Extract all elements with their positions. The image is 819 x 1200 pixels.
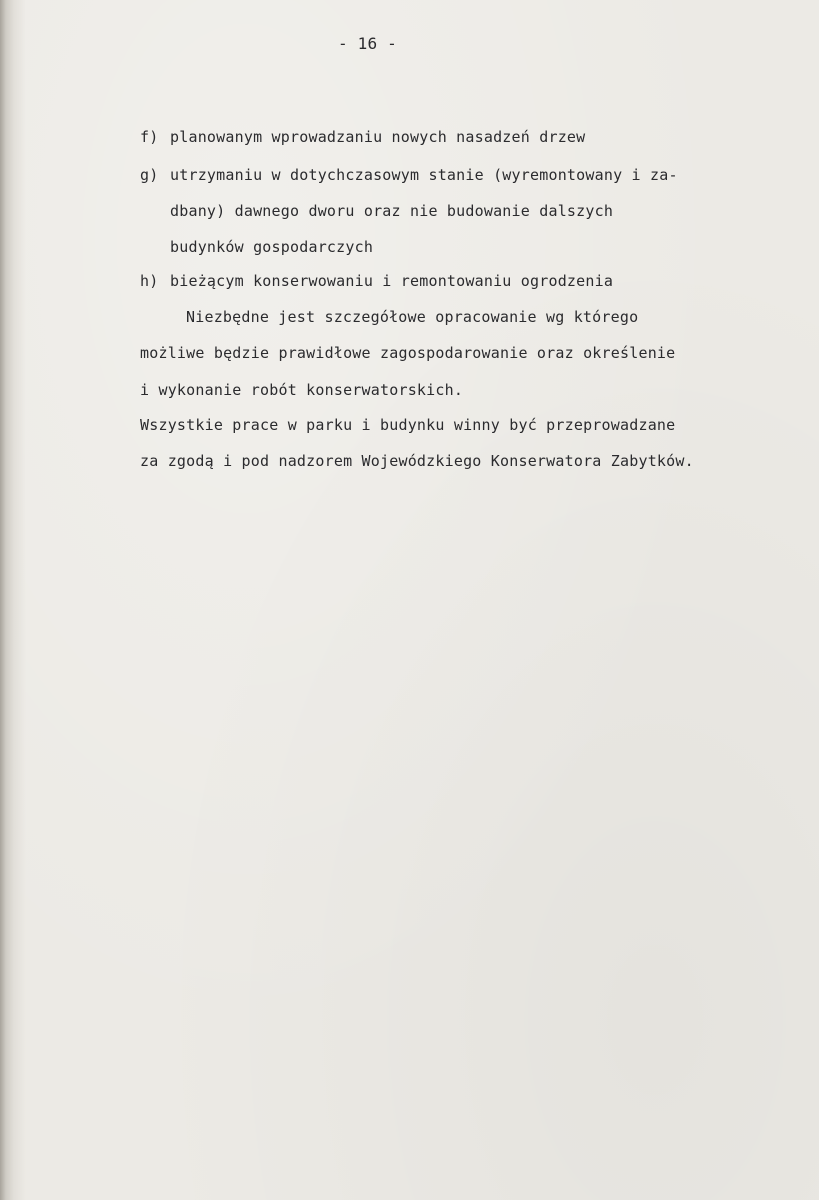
list-item-g-continuation-1: dbany) dawnego dworu oraz nie budowanie dalszych <box>170 202 614 220</box>
list-item-f: planowanym wprowadzaniu nowych nasadzeń drzew <box>170 128 586 146</box>
list-item-g: utrzymaniu w dotychczasowym stanie (wyremontowany i za- <box>170 166 678 184</box>
list-item-h: bieżącym konserwowaniu i remontowaniu ogrodzenia <box>170 272 614 290</box>
binding-edge <box>0 0 26 1200</box>
list-item-g-continuation-2: budynków gospodarczych <box>170 238 374 256</box>
page-number: - 16 - <box>338 34 397 53</box>
paragraph-line: możliwe będzie prawidłowe zagospodarowanie oraz określenie <box>140 344 676 362</box>
list-marker-f: f) <box>140 128 159 146</box>
list-marker-h: h) <box>140 272 159 290</box>
closing-line: Wszystkie prace w parku i budynku winny być przeprowadzane <box>140 416 676 434</box>
paragraph-line: i wykonanie robót konserwatorskich. <box>140 381 464 399</box>
list-marker-g: g) <box>140 166 159 184</box>
paragraph-line: Niezbędne jest szczegółowe opracowanie wg którego <box>186 308 639 326</box>
closing-line: za zgodą i pod nadzorem Wojewódzkiego Konserwatora Zabytków. <box>140 452 694 470</box>
